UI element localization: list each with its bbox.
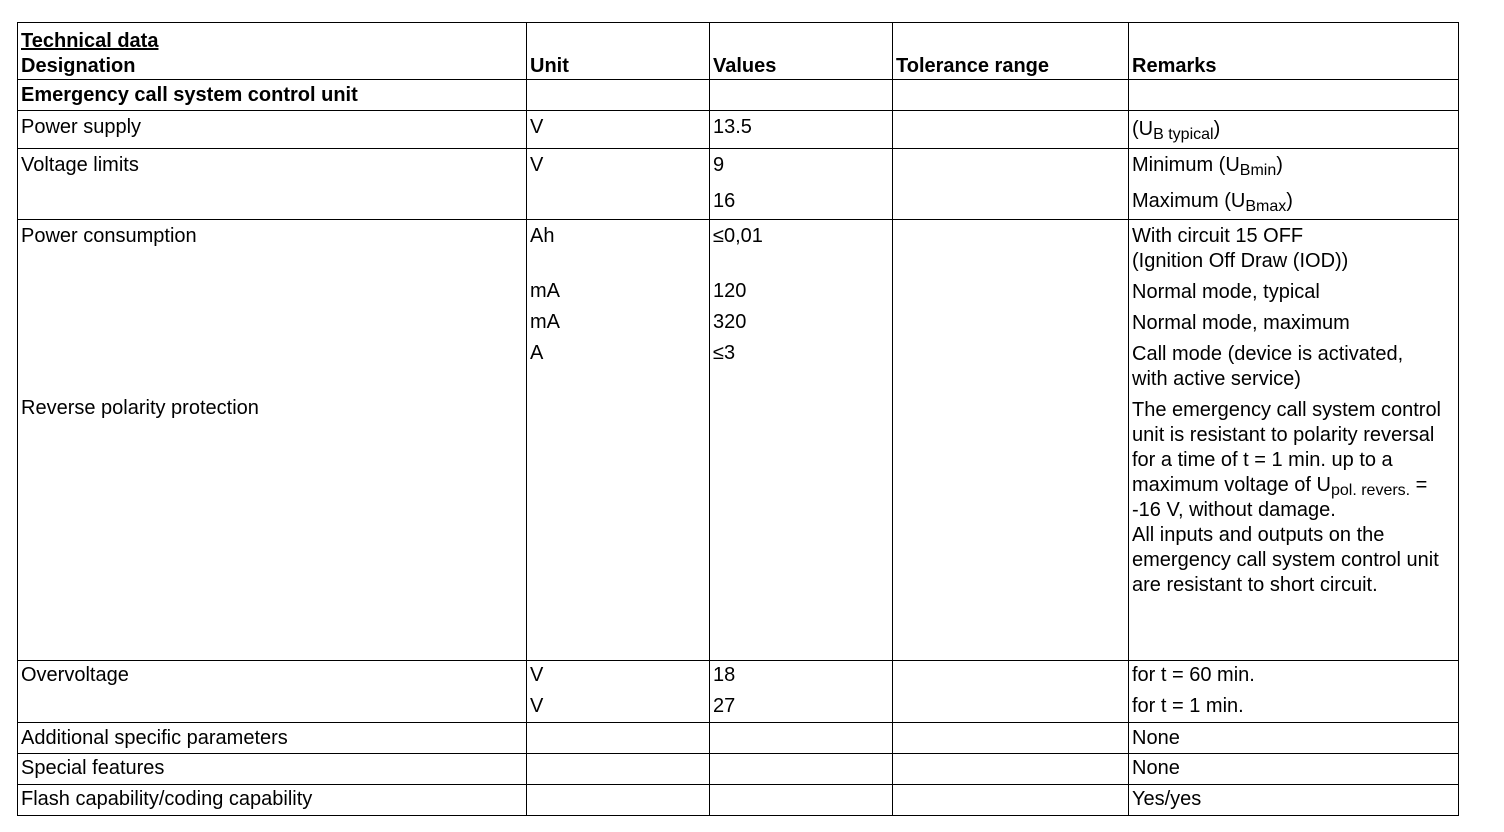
table-row-overvoltage [18, 661, 1459, 723]
remark-cell: Minimum $(U_{Bmin})$ Maximum $(U_{Bmax})$ [1129, 149, 1459, 220]
unit-cell: V [527, 111, 710, 149]
designation-cell: Power consumption Reverse polarity protection [18, 220, 527, 661]
designation-cell: Flash capability/coding capability [18, 785, 527, 816]
header-unit: Unit [527, 23, 710, 80]
designation-cell: Additional specific parameters [18, 723, 527, 754]
remark-cell: for t = 60 min. for t = 1 min. [1129, 661, 1459, 723]
section-title: Emergency call system control unit [18, 80, 527, 111]
designation-cell: Voltage limits [18, 149, 527, 220]
technical-data-table [17, 22, 1459, 816]
table-row-additional [18, 723, 1459, 754]
header-designation: Technical data Designation [18, 23, 527, 80]
table-row-power-consumption [18, 220, 1459, 661]
remark-cell: None [1129, 723, 1459, 754]
value-cell: 13.5 [710, 111, 893, 149]
table-row-special [18, 754, 1459, 785]
unit-cell: V V [527, 661, 710, 723]
table-title: Technical data [21, 30, 159, 52]
table-row-flash [18, 785, 1459, 816]
remark-cell: With circuit 15 OFF (Ignition Off Draw (IOD)) Normal mode, typical Normal mode, maximum Call mode (device is activated, with active service) The emergency call system control unit is resistant to polarity reversal for a time of t = 1 min. up to a maximum voltage of $U_{pol. revers.} = -16$ V, without damage. All inputs and outputs on the emergency call system control unit are resistant to short circuit. [1129, 220, 1459, 661]
header-remarks: Remarks [1129, 23, 1459, 80]
table-row-voltage-limits [18, 149, 1459, 220]
unit-cell: Ah mA mA A [527, 220, 710, 661]
reverse-polarity-remark: The emergency call system control unit is resistant to polarity reversal for a time of t = 1 min. up to a maximum voltage of $U_{pol. revers.} = -16$ V, without damage. [1132, 399, 1442, 521]
remark-cell: $(U_{B typical})$ [1129, 111, 1459, 149]
table-row-power-supply [18, 111, 1459, 149]
designation-cell: Power supply [18, 111, 527, 149]
value-cell: ≤0,01 120 320 ≤3 [710, 220, 893, 661]
remark-cell: None [1129, 754, 1459, 785]
header-values: Values [710, 23, 893, 80]
value-cell: 18 27 [710, 661, 893, 723]
unit-cell: V [527, 149, 710, 220]
remark-cell: Yes/yes [1129, 785, 1459, 816]
designation-cell: Special features [18, 754, 527, 785]
header-tolerance: Tolerance range [893, 23, 1129, 80]
section-row [18, 80, 1459, 111]
header-row [18, 23, 1459, 80]
value-cell: 9 16 [710, 149, 893, 220]
designation-cell: Overvoltage [18, 661, 527, 723]
